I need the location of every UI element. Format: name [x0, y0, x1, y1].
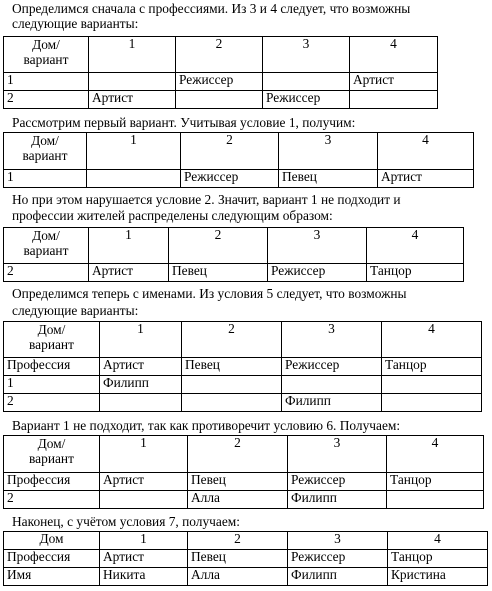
- table-header-row: [4, 228, 464, 264]
- header-cell: 1: [89, 228, 169, 264]
- table-row: [4, 376, 482, 394]
- table-cell: Артист: [89, 264, 169, 282]
- table-cell: [89, 73, 176, 91]
- table-cell: Режиссер: [181, 170, 279, 188]
- table-cell: Певец: [188, 473, 288, 491]
- table-cell: Режиссер: [282, 358, 382, 376]
- table-row: [4, 568, 488, 586]
- header-cell: 1: [100, 322, 182, 358]
- table-cell: 1: [4, 376, 100, 394]
- table-cell: Алла: [188, 568, 288, 586]
- paragraph-line: Рассмотрим первый вариант. Учитывая условие 1, получим:: [12, 115, 356, 130]
- table-cell: [263, 73, 350, 91]
- table-row: [4, 473, 484, 491]
- header-cell: 4: [388, 532, 488, 550]
- table-cell: [350, 91, 438, 109]
- table-header-row: [4, 322, 482, 358]
- header-cell: 3: [263, 37, 350, 73]
- table-cell: [176, 91, 263, 109]
- header-cell-house-variant: Дом/ вариант: [4, 133, 87, 170]
- header-cell: 3: [288, 436, 387, 473]
- header-cell: 2: [188, 532, 288, 550]
- table-cell: Певец: [188, 550, 288, 568]
- paragraph-line: следующие варианты:: [12, 16, 139, 31]
- table-cell: Филипп: [282, 394, 382, 412]
- header-cell: 3: [268, 228, 367, 264]
- table-cell: Алла: [188, 491, 288, 509]
- table-cell: 2: [4, 394, 100, 412]
- table-cell: [182, 376, 282, 394]
- paragraph-line: Но при этом нарушается условие 2. Значит, вариант 1 не подходит и: [12, 192, 401, 207]
- table-professions-result: [3, 227, 464, 282]
- header-cell-house-variant: Дом/ вариант: [4, 37, 89, 73]
- table-row: [4, 73, 438, 91]
- table-cell: [87, 170, 181, 188]
- table-cell: Артист: [89, 91, 176, 109]
- header-cell: 4: [382, 322, 482, 358]
- table-cell: Танцор: [367, 264, 464, 282]
- table-header-row: [4, 37, 438, 73]
- table-row: [4, 394, 482, 412]
- table-row: [4, 550, 488, 568]
- table-cell: Профессия: [4, 550, 100, 568]
- table-cell: Филипп: [100, 376, 182, 394]
- table-cell: 2: [4, 91, 89, 109]
- table-cell: Режиссер: [268, 264, 367, 282]
- table-cell: 1: [4, 73, 89, 91]
- paragraph-line: Определимся сначала с профессиями. Из 3 и 4 следует, что возможны: [12, 1, 411, 16]
- header-cell: 2: [188, 436, 288, 473]
- paragraph-line: следующие варианты:: [12, 303, 139, 318]
- header-cell-house-variant: Дом/ вариант: [4, 322, 100, 358]
- table-cell: Филипп: [288, 568, 388, 586]
- table-cell: Танцор: [382, 358, 482, 376]
- header-cell: 2: [181, 133, 279, 170]
- table-cell: 1: [4, 170, 87, 188]
- header-cell-house-variant: Дом/ вариант: [4, 436, 100, 473]
- table-cell: Артист: [100, 358, 182, 376]
- table-cell: Филипп: [288, 491, 387, 509]
- table-cell: Кристина: [388, 568, 488, 586]
- paragraph-line: Вариант 1 не подходит, так как противоречит условию 6. Получаем:: [12, 418, 401, 433]
- header-cell: 3: [288, 532, 388, 550]
- table-cell: Режиссер: [288, 473, 387, 491]
- header-cell: 1: [87, 133, 181, 170]
- table-cell: 2: [4, 491, 100, 509]
- table-variants-professions: [3, 36, 438, 109]
- paragraph-line: профессии жителей распределены следующим образом:: [12, 208, 333, 223]
- table-cell: Никита: [100, 568, 188, 586]
- table-row: [4, 264, 464, 282]
- table-header-row: [4, 133, 474, 170]
- table-cell: [182, 394, 282, 412]
- header-cell: 2: [169, 228, 268, 264]
- table-cell: Режиссер: [263, 91, 350, 109]
- table-row: [4, 91, 438, 109]
- header-cell: 4: [367, 228, 464, 264]
- table-cell: Танцор: [388, 550, 488, 568]
- header-cell: 4: [378, 133, 474, 170]
- header-cell: 4: [350, 37, 438, 73]
- header-cell: 1: [100, 436, 188, 473]
- table-cell: Певец: [169, 264, 268, 282]
- table-cell: Артист: [350, 73, 438, 91]
- table-cell: Танцор: [387, 473, 484, 491]
- table-header-row: [4, 532, 488, 550]
- table-first-variant: [3, 132, 474, 188]
- table-cell: Артист: [378, 170, 474, 188]
- header-cell: 3: [282, 322, 382, 358]
- table-cell: Режиссер: [288, 550, 388, 568]
- table-names-second-variant: [3, 435, 484, 509]
- table-header-row: [4, 436, 484, 473]
- header-cell: 1: [89, 37, 176, 73]
- table-row: [4, 491, 484, 509]
- header-cell: 1: [100, 532, 188, 550]
- table-row: [4, 358, 482, 376]
- header-cell-house-variant: Дом/ вариант: [4, 228, 89, 264]
- table-cell: Профессия: [4, 358, 100, 376]
- table-cell: Имя: [4, 568, 100, 586]
- header-cell: 2: [176, 37, 263, 73]
- table-cell: Режиссер: [176, 73, 263, 91]
- table-cell: Профессия: [4, 473, 100, 491]
- table-cell: [100, 491, 188, 509]
- table-cell: [100, 394, 182, 412]
- table-cell: 2: [4, 264, 89, 282]
- header-cell: 2: [182, 322, 282, 358]
- table-cell: Артист: [100, 473, 188, 491]
- table-row: [4, 170, 474, 188]
- table-cell: Артист: [100, 550, 188, 568]
- header-cell: 4: [387, 436, 484, 473]
- table-cell: [382, 394, 482, 412]
- paragraph-line: Наконец, с учётом условия 7, получаем:: [12, 514, 240, 529]
- table-cell: [387, 491, 484, 509]
- table-cell: Певец: [279, 170, 378, 188]
- table-cell: [282, 376, 382, 394]
- header-cell: 3: [279, 133, 378, 170]
- table-final-answer: [3, 531, 488, 586]
- paragraph-line: Определимся теперь с именами. Из условия 5 следует, что возможны: [12, 286, 407, 301]
- header-cell-house: Дом: [4, 532, 100, 550]
- table-cell: Певец: [182, 358, 282, 376]
- table-cell: [382, 376, 482, 394]
- table-names-variants: [3, 321, 482, 412]
